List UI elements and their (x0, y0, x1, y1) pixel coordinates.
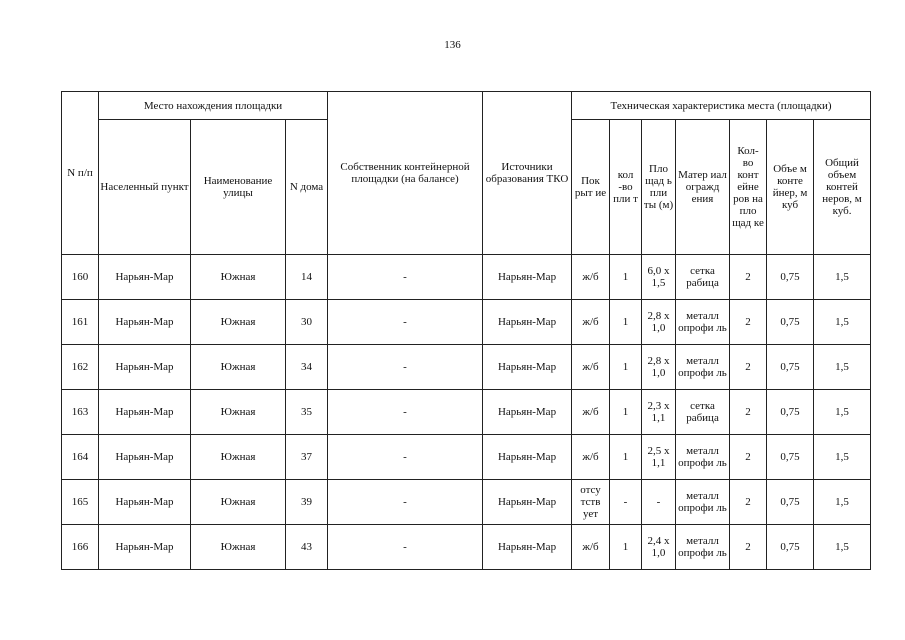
cell-fence: металл опрофи ль (676, 345, 730, 390)
header-cover: Пок рыт ие (572, 120, 610, 255)
header-house: N дома (286, 120, 328, 255)
cell-owner: - (328, 255, 483, 300)
table-row (62, 255, 871, 300)
cell-house: 37 (286, 435, 328, 480)
cell-containers: 2 (730, 345, 767, 390)
cell-n: 165 (62, 480, 99, 525)
cell-containers: 2 (730, 525, 767, 570)
cell-cover: ж/б (572, 435, 610, 480)
cell-area: 2,3 х 1,1 (642, 390, 676, 435)
page-number: 136 (444, 39, 461, 51)
cell-source: Нарьян-Мар (483, 345, 572, 390)
cell-total: 1,5 (814, 255, 871, 300)
cell-house: 30 (286, 300, 328, 345)
cell-owner: - (328, 480, 483, 525)
cell-source: Нарьян-Мар (483, 525, 572, 570)
header-col-num: N п/п (62, 92, 99, 255)
cell-n: 160 (62, 255, 99, 300)
cell-volume: 0,75 (767, 435, 814, 480)
cell-area: 2,8 х 1,0 (642, 300, 676, 345)
cell-area: 2,5 х 1,1 (642, 435, 676, 480)
cell-volume: 0,75 (767, 345, 814, 390)
cell-fence: металл опрофи ль (676, 300, 730, 345)
cell-cover: ж/б (572, 300, 610, 345)
cell-total: 1,5 (814, 435, 871, 480)
cell-area: - (642, 480, 676, 525)
cell-cover: ж/б (572, 255, 610, 300)
cell-containers: 2 (730, 435, 767, 480)
cell-settlement: Нарьян-Мар (99, 525, 191, 570)
header-containers-count: Кол- во конт ейне ров на пло щад ке (730, 120, 767, 255)
header-plates-count: кол -во пли т (610, 120, 642, 255)
table-row (62, 435, 871, 480)
cell-owner: - (328, 435, 483, 480)
cell-house: 34 (286, 345, 328, 390)
cell-street: Южная (191, 480, 286, 525)
cell-street: Южная (191, 255, 286, 300)
cell-street: Южная (191, 390, 286, 435)
cell-source: Нарьян-Мар (483, 435, 572, 480)
cell-fence: сетка рабица (676, 390, 730, 435)
cell-house: 43 (286, 525, 328, 570)
cell-owner: - (328, 390, 483, 435)
cell-area: 6,0 х 1,5 (642, 255, 676, 300)
container-sites-table (61, 91, 871, 570)
cell-plates: 1 (610, 525, 642, 570)
cell-n: 161 (62, 300, 99, 345)
cell-fence: сетка рабица (676, 255, 730, 300)
cell-settlement: Нарьян-Мар (99, 255, 191, 300)
cell-plates: 1 (610, 300, 642, 345)
cell-source: Нарьян-Мар (483, 390, 572, 435)
cell-total: 1,5 (814, 390, 871, 435)
cell-containers: 2 (730, 300, 767, 345)
cell-source: Нарьян-Мар (483, 255, 572, 300)
cell-containers: 2 (730, 255, 767, 300)
header-container-volume: Объе м конте йнер, м куб (767, 120, 814, 255)
cell-street: Южная (191, 300, 286, 345)
cell-plates: 1 (610, 345, 642, 390)
cell-owner: - (328, 300, 483, 345)
cell-n: 163 (62, 390, 99, 435)
cell-street: Южная (191, 345, 286, 390)
cell-settlement: Нарьян-Мар (99, 435, 191, 480)
cell-volume: 0,75 (767, 390, 814, 435)
cell-plates: 1 (610, 390, 642, 435)
cell-volume: 0,75 (767, 300, 814, 345)
cell-volume: 0,75 (767, 525, 814, 570)
header-plates-area: Пло щад ь пли ты (м) (642, 120, 676, 255)
cell-total: 1,5 (814, 345, 871, 390)
table-row (62, 345, 871, 390)
table-row (62, 390, 871, 435)
cell-total: 1,5 (814, 300, 871, 345)
cell-source: Нарьян-Мар (483, 300, 572, 345)
cell-n: 164 (62, 435, 99, 480)
cell-area: 2,4 х 1,0 (642, 525, 676, 570)
cell-containers: 2 (730, 480, 767, 525)
cell-settlement: Нарьян-Мар (99, 390, 191, 435)
cell-source: Нарьян-Мар (483, 480, 572, 525)
cell-street: Южная (191, 435, 286, 480)
cell-area: 2,8 х 1,0 (642, 345, 676, 390)
cell-containers: 2 (730, 390, 767, 435)
cell-plates: - (610, 480, 642, 525)
cell-settlement: Нарьян-Мар (99, 480, 191, 525)
cell-fence: металл опрофи ль (676, 435, 730, 480)
header-owner: Собственник контейнерной площадки (на балансе) (328, 92, 483, 255)
cell-fence: металл опрофи ль (676, 525, 730, 570)
header-total-volume: Общий объем контей неров, м куб. (814, 120, 871, 255)
cell-n: 162 (62, 345, 99, 390)
header-group-location: Место нахождения площадки (99, 92, 328, 120)
cell-owner: - (328, 525, 483, 570)
cell-total: 1,5 (814, 480, 871, 525)
cell-owner: - (328, 345, 483, 390)
cell-settlement: Нарьян-Мар (99, 345, 191, 390)
cell-settlement: Нарьян-Мар (99, 300, 191, 345)
header-settlement: Населенный пункт (99, 120, 191, 255)
cell-n: 166 (62, 525, 99, 570)
cell-volume: 0,75 (767, 480, 814, 525)
header-fence: Матер иал огражд ения (676, 120, 730, 255)
cell-fence: металл опрофи ль (676, 480, 730, 525)
cell-cover: ж/б (572, 345, 610, 390)
cell-house: 14 (286, 255, 328, 300)
header-group-tech: Техническая характеристика места (площадки) (572, 92, 871, 120)
cell-street: Южная (191, 525, 286, 570)
cell-total: 1,5 (814, 525, 871, 570)
cell-plates: 1 (610, 255, 642, 300)
table-row (62, 525, 871, 570)
table-row (62, 300, 871, 345)
table-row (62, 480, 871, 525)
cell-cover: ж/б (572, 525, 610, 570)
header-source: Источники образования ТКО (483, 92, 572, 255)
cell-cover: ж/б (572, 390, 610, 435)
cell-house: 39 (286, 480, 328, 525)
cell-cover: отсу тств ует (572, 480, 610, 525)
header-street: Наименование улицы (191, 120, 286, 255)
cell-plates: 1 (610, 435, 642, 480)
cell-volume: 0,75 (767, 255, 814, 300)
cell-house: 35 (286, 390, 328, 435)
